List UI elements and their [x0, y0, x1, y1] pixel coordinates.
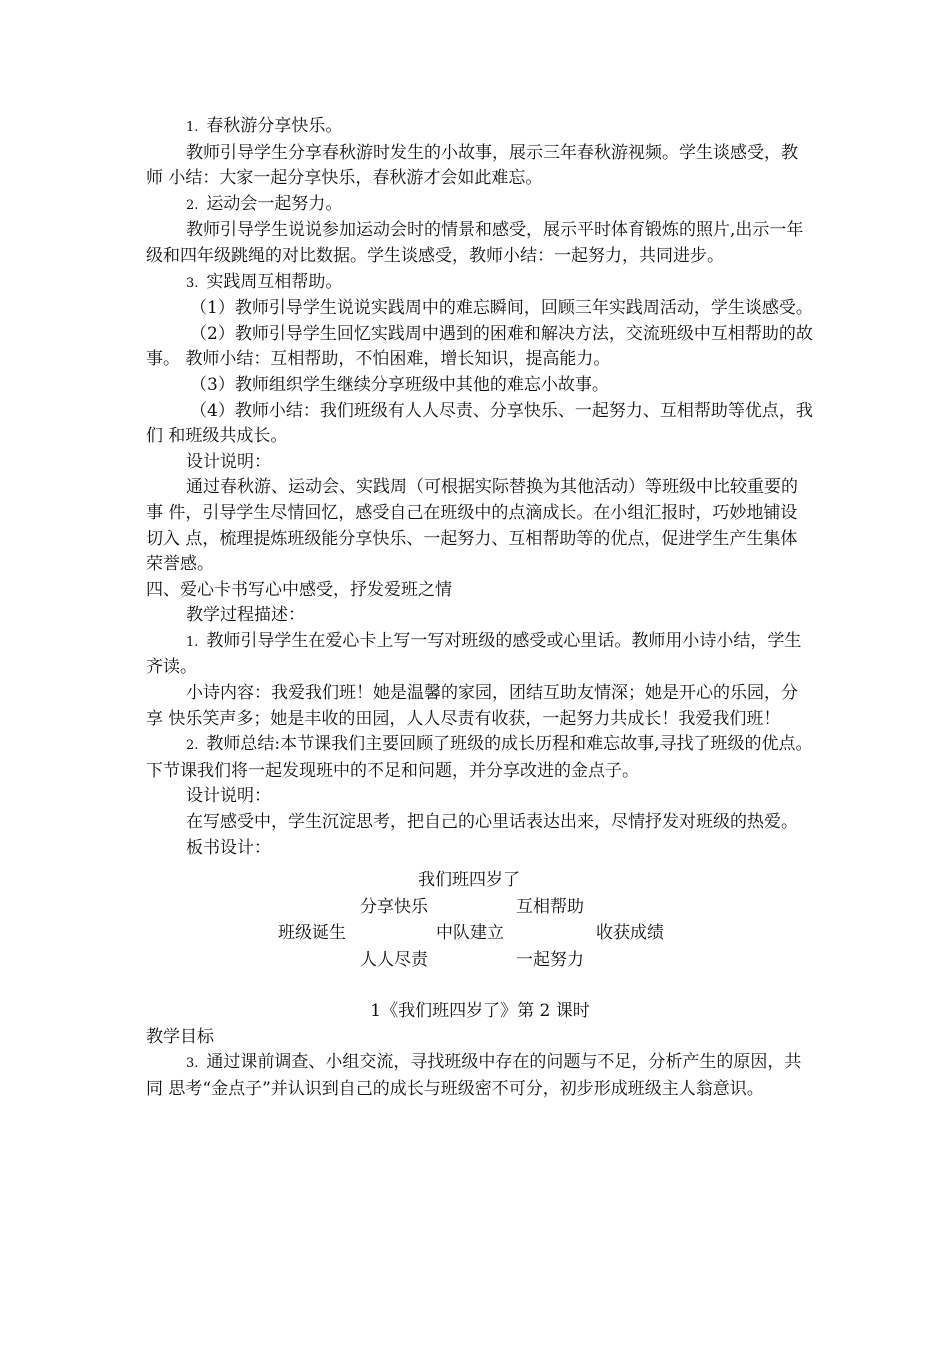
list-number: 3. — [186, 1056, 199, 1072]
blackboard-design — [146, 867, 814, 973]
paragraph: 设计说明： — [186, 451, 271, 472]
paragraph: 板书设计： — [186, 837, 271, 858]
document-body — [146, 114, 814, 1103]
board-item: 中队建立 — [436, 923, 504, 944]
paragraph: （4）教师小结：我们班级有人人尽责、分享快乐、一起努力、互相帮助等优点，我们 和班级共成长。 — [146, 400, 813, 447]
list-number: 1. — [186, 634, 199, 650]
board-item: 收获成绩 — [596, 923, 664, 944]
paragraph — [146, 114, 814, 141]
paragraph — [146, 192, 814, 219]
paragraph: 教学过程描述： — [186, 605, 305, 626]
list-number: 3. — [186, 275, 199, 291]
item-title: 春秋游分享快乐。 — [206, 116, 343, 136]
paragraph: 2. 教师总结:本节课我们主要回顾了班级的成长历程和难忘故事,寻找了班级的优点。 下节课我们将一起发现班中的不足和问题，并分享改进的金点子。 — [146, 734, 813, 781]
section-heading: 教学目标 — [146, 1026, 214, 1047]
board-title: 我们班四岁了 — [418, 870, 520, 891]
list-number: 2. — [186, 197, 199, 213]
paragraph: 设计说明： — [186, 786, 271, 807]
board-item: 班级诞生 — [278, 923, 346, 944]
lesson-title: 1《我们班四岁了》第 2 课时 — [370, 1001, 590, 1022]
board-item: 互相帮助 — [516, 896, 584, 917]
paragraph: 教师引导学生分享春秋游时发生的小故事，展示三年春秋游视频。学生谈感受，教师 小结：大家一起分享快乐，春秋游才会如此难忘。 — [146, 142, 798, 189]
item-title: 运动会一起努力。 — [206, 193, 343, 214]
list-number: 2. — [186, 738, 199, 754]
board-item: 一起努力 — [516, 949, 584, 970]
paragraph: 通过春秋游、运动会、实践周（可根据实际替换为其他活动）等班级中比较重要的事 件，引导学生尽情回忆，感受自己在班级中的点滴成长。在小组汇报时，巧妙地铺设切入 点，梳理提炼班级能分享快乐、一起努力、互相帮助等的优点，促进学生产生集体荣誉感。 — [146, 477, 798, 575]
paragraph: （1）教师引导学生说说实践周中的难忘瞬间，回顾三年实践周活动，学生谈感受。 — [190, 298, 813, 319]
paragraph: （3）教师组织学生继续分享班级中其他的难忘小故事。 — [190, 374, 609, 395]
board-item: 分享快乐 — [360, 896, 428, 917]
list-number: 1. — [186, 120, 199, 135]
paragraph: 1. 教师引导学生在爱心卡上写一写对班级的感受或心里话。教师用小诗小结，学生 齐读。 — [146, 630, 802, 678]
paragraph: 小诗内容：我爱我们班！她是温馨的家园，团结互助友情深；她是开心的乐园，分享 快乐笑声多；她是丰收的田园，人人尽责有收获，一起努力共成长！我爱我们班！ — [146, 683, 798, 729]
paragraph: 教师引导学生说说参加运动会时的情景和感受，展示平时体育锻炼的照片,出示一年 级和四年级跳绳的对比数据。学生谈感受，教师小结：一起努力，共同进步。 — [146, 220, 804, 266]
paragraph: （2）教师引导学生回忆实践周中遇到的困难和解决方法，交流班级中互相帮助的故事。 教师小结：互相帮助，不怕困难，增长知识，提高能力。 — [146, 323, 813, 370]
paragraph: 在写感受中，学生沉淀思考，把自己的心里话表达出来，尽情抒发对班级的热爱。 — [186, 812, 798, 833]
item-title: 实践周互相帮助。 — [206, 271, 343, 292]
section-heading: 四、爱心卡书写心中感受，抒发爱班之情 — [146, 579, 452, 600]
paragraph: 3. 通过课前调查、小组交流，寻找班级中存在的问题与不足，分析产生的原因，共同 思考“金点子”并认识到自己的成长与班级密不可分，初步形成班级主人翁意识。 — [146, 1052, 802, 1099]
paragraph — [146, 270, 814, 297]
board-item: 人人尽责 — [360, 949, 428, 970]
